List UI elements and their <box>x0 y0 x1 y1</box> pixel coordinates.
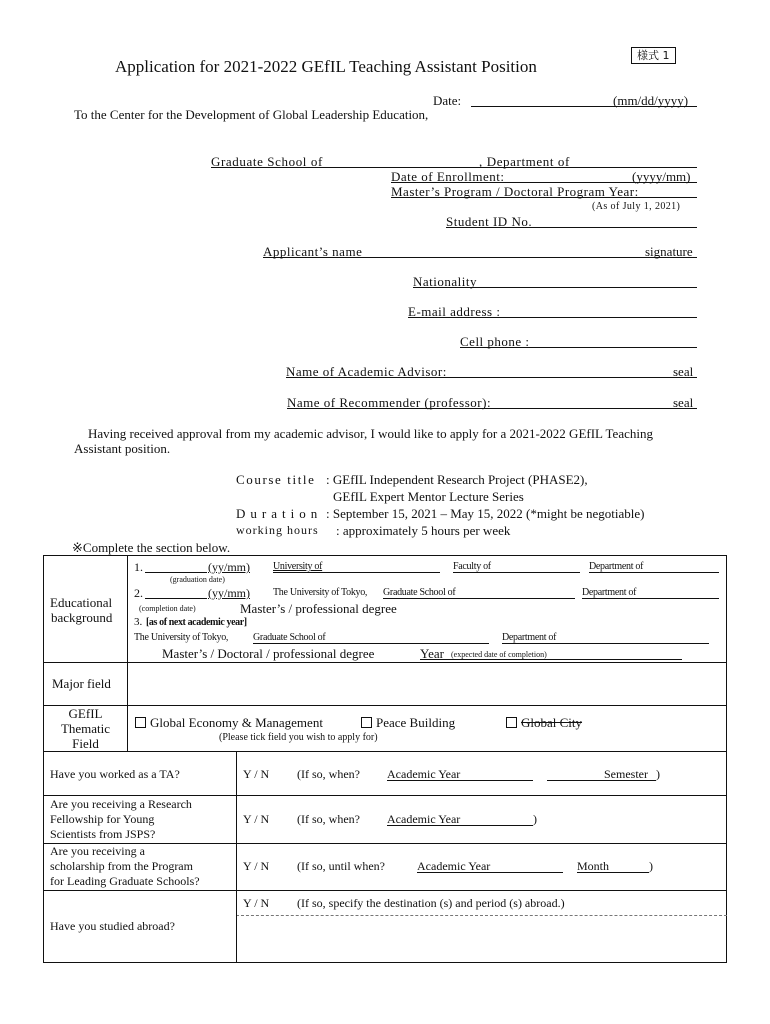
edu-r1-num: 1. <box>134 560 143 574</box>
jsps-academic-year: Academic Year <box>387 812 461 826</box>
thematic-option-peace-label: Peace Building <box>376 715 456 730</box>
ta-close-paren: ) <box>656 767 660 781</box>
lead-month: Month <box>577 859 610 873</box>
edu-r1-univ-line[interactable] <box>273 572 440 573</box>
advisor-seal: seal <box>673 364 694 379</box>
statement-line-1: Having received approval from my academic advisor, I would like to apply for a 2021-2022 GEfIL Teaching <box>88 426 653 441</box>
nationality-label: Nationality <box>413 274 477 289</box>
lead-detail: (If so, until when? <box>297 859 385 873</box>
edu-label-1: Educational <box>50 595 113 610</box>
checkbox-icon[interactable] <box>135 717 146 728</box>
recommender-seal: seal <box>673 395 694 410</box>
row-divider <box>43 795 727 796</box>
thematic-note: (Please tick field you wish to apply for) <box>219 732 378 743</box>
applicant-name-line[interactable] <box>263 257 697 258</box>
row-divider <box>43 705 727 706</box>
edu-r2-date-line[interactable] <box>145 598 207 599</box>
edu-label-2: background <box>51 610 113 625</box>
jsps-year-line[interactable] <box>387 825 533 826</box>
lead-academic-year: Academic Year <box>417 859 491 873</box>
edu-r2-degree: Master’s / professional degree <box>240 601 397 616</box>
student-id-line[interactable] <box>446 227 697 228</box>
ta-academic-year: Academic Year <box>387 767 461 781</box>
major-field-input[interactable] <box>130 664 724 703</box>
lead-year-line[interactable] <box>417 872 563 873</box>
complete-note: ※Complete the section below. <box>72 540 231 555</box>
ta-yn[interactable]: Y / N <box>243 767 270 781</box>
ta-detail: (If so, when? <box>297 767 360 781</box>
duration-label: Duration <box>236 506 323 521</box>
major-field-label: Major field <box>52 676 111 691</box>
thematic-label-1: GEfIL <box>68 706 103 721</box>
recommender-label: Name of Recommender (professor): <box>287 395 492 410</box>
row-divider <box>43 843 727 844</box>
course-title-label: Course title <box>236 472 316 487</box>
thematic-label-3: Field <box>72 736 99 751</box>
edu-r3-year: Year <box>420 646 444 661</box>
department-label: , Department of <box>479 154 570 169</box>
signature-label: signature <box>645 244 693 259</box>
page-title: Application for 2021-2022 GEfIL Teaching Assistant Position <box>115 57 537 76</box>
edu-r2-yymm: (yy/mm) <box>208 586 250 600</box>
edu-r2-gs-line[interactable] <box>383 598 575 599</box>
edu-r2-num: 2. <box>134 586 143 600</box>
edu-r2-gs: Graduate School of <box>383 587 456 598</box>
email-line[interactable] <box>408 317 697 318</box>
jsps-yn[interactable]: Y / N <box>243 812 270 826</box>
statement-line-2: Assistant position. <box>74 441 171 456</box>
thematic-label-2: Thematic <box>60 721 111 736</box>
thematic-option-economy[interactable] <box>135 715 323 731</box>
lead-question-2: scholarship from the Program <box>50 859 193 873</box>
student-id-label: Student ID No. <box>446 214 533 229</box>
edu-r2-dept-line[interactable] <box>582 598 719 599</box>
jsps-close-paren: ) <box>533 812 537 826</box>
course-title-value-2: GEfIL Expert Mentor Lecture Series <box>333 489 524 504</box>
edu-r3-label: [as of next academic year] <box>146 617 247 628</box>
edu-r3-dept: Department of <box>502 632 557 643</box>
jsps-detail: (If so, when? <box>297 812 360 826</box>
edu-r1-faculty: Faculty of <box>453 561 491 572</box>
recommender-line[interactable] <box>287 408 697 409</box>
jsps-question-3: Scientists from JSPS? <box>50 827 156 841</box>
edu-r3-gs-line[interactable] <box>253 643 489 644</box>
applicant-name-label: Applicant’s name <box>263 244 363 259</box>
edu-r3-year-line[interactable] <box>420 659 682 660</box>
col-divider <box>127 555 128 751</box>
row-divider <box>43 751 727 752</box>
program-year-line[interactable] <box>391 197 697 198</box>
checkbox-icon[interactable] <box>361 717 372 728</box>
addressee: To the Center for the Development of Global Leadership Education, <box>74 107 429 122</box>
date-label: Date: <box>433 93 462 108</box>
ta-question: Have you worked as a TA? <box>50 767 180 781</box>
edu-r2-sub: (completion date) <box>139 604 196 613</box>
edu-r1-yymm: (yy/mm) <box>208 560 250 574</box>
nationality-line[interactable] <box>413 287 697 288</box>
edu-r1-faculty-line[interactable] <box>453 572 580 573</box>
col-divider <box>236 751 237 963</box>
edu-r2-tokyo: The University of Tokyo, <box>273 587 368 598</box>
edu-r3-expected: (expected date of completion) <box>451 650 547 659</box>
lead-month-line[interactable] <box>577 872 649 873</box>
edu-r2-dept: Department of <box>582 587 637 598</box>
ta-semester: Semester <box>604 767 648 781</box>
duration-value: : September 15, 2021 – May 15, 2022 (*might be negotiable) <box>326 506 645 521</box>
checkbox-icon[interactable] <box>506 717 517 728</box>
edu-r3-num: 3. <box>134 616 143 628</box>
program-year-label: Master’s Program / Doctoral Program Year: <box>391 184 639 199</box>
course-title-value-1: : GEfIL Independent Research Project (PHASE2), <box>326 472 588 487</box>
advisor-label: Name of Academic Advisor: <box>286 364 447 379</box>
abroad-details-input[interactable] <box>238 918 725 961</box>
hours-label: working hours <box>236 523 319 537</box>
as-of-note: (As of July 1, 2021) <box>592 201 681 212</box>
abroad-question: Have you studied abroad? <box>50 919 175 933</box>
jsps-question-1: Are you receiving a Research <box>50 797 192 811</box>
edu-r3-dept-line[interactable] <box>502 643 709 644</box>
thematic-option-economy-label: Global Economy & Management <box>150 715 323 730</box>
cell-phone-line[interactable] <box>460 347 697 348</box>
date-format: (mm/dd/yyyy) <box>613 93 689 108</box>
date-enrollment-label: Date of Enrollment: <box>391 169 505 184</box>
lead-question-1: Are you receiving a <box>50 844 145 858</box>
thematic-option-peace[interactable] <box>361 715 455 731</box>
edu-r1-date-line[interactable] <box>145 572 207 573</box>
hours-value: : approximately 5 hours per week <box>336 523 511 538</box>
row-divider <box>43 662 727 663</box>
lead-question-3: for Leading Graduate Schools? <box>50 874 200 888</box>
graduate-school-line[interactable] <box>211 167 697 168</box>
email-label: E-mail address : <box>408 304 501 319</box>
ta-year-line[interactable] <box>387 780 533 781</box>
edu-r1-univ: University of <box>273 561 323 572</box>
lead-close-paren: ) <box>649 859 653 873</box>
lead-yn[interactable]: Y / N <box>243 859 270 873</box>
graduate-school-label: Graduate School of <box>211 154 323 169</box>
thematic-option-city-label: Global City <box>521 715 583 730</box>
dashed-divider <box>236 915 727 916</box>
jsps-question-2: Fellowship for Young <box>50 812 155 826</box>
thematic-option-city[interactable] <box>506 715 582 731</box>
form-number-tag: 様式 1 <box>631 47 676 64</box>
abroad-yn[interactable]: Y / N <box>243 896 270 910</box>
row-divider <box>43 890 727 891</box>
date-enrollment-format: (yyyy/mm) <box>632 169 691 184</box>
cell-phone-label: Cell phone : <box>460 334 530 349</box>
advisor-line[interactable] <box>286 377 697 378</box>
edu-r3-degree: Master’s / Doctoral / professional degree <box>162 646 375 661</box>
edu-r3-tokyo: The University of Tokyo, <box>134 632 229 643</box>
abroad-detail: (If so, specify the destination (s) and period (s) abroad.) <box>297 896 565 910</box>
edu-r1-dept: Department of <box>589 561 644 572</box>
edu-r1-dept-line[interactable] <box>589 572 719 573</box>
edu-r3-gs: Graduate School of <box>253 632 326 643</box>
edu-r1-sub: (graduation date) <box>170 575 225 584</box>
